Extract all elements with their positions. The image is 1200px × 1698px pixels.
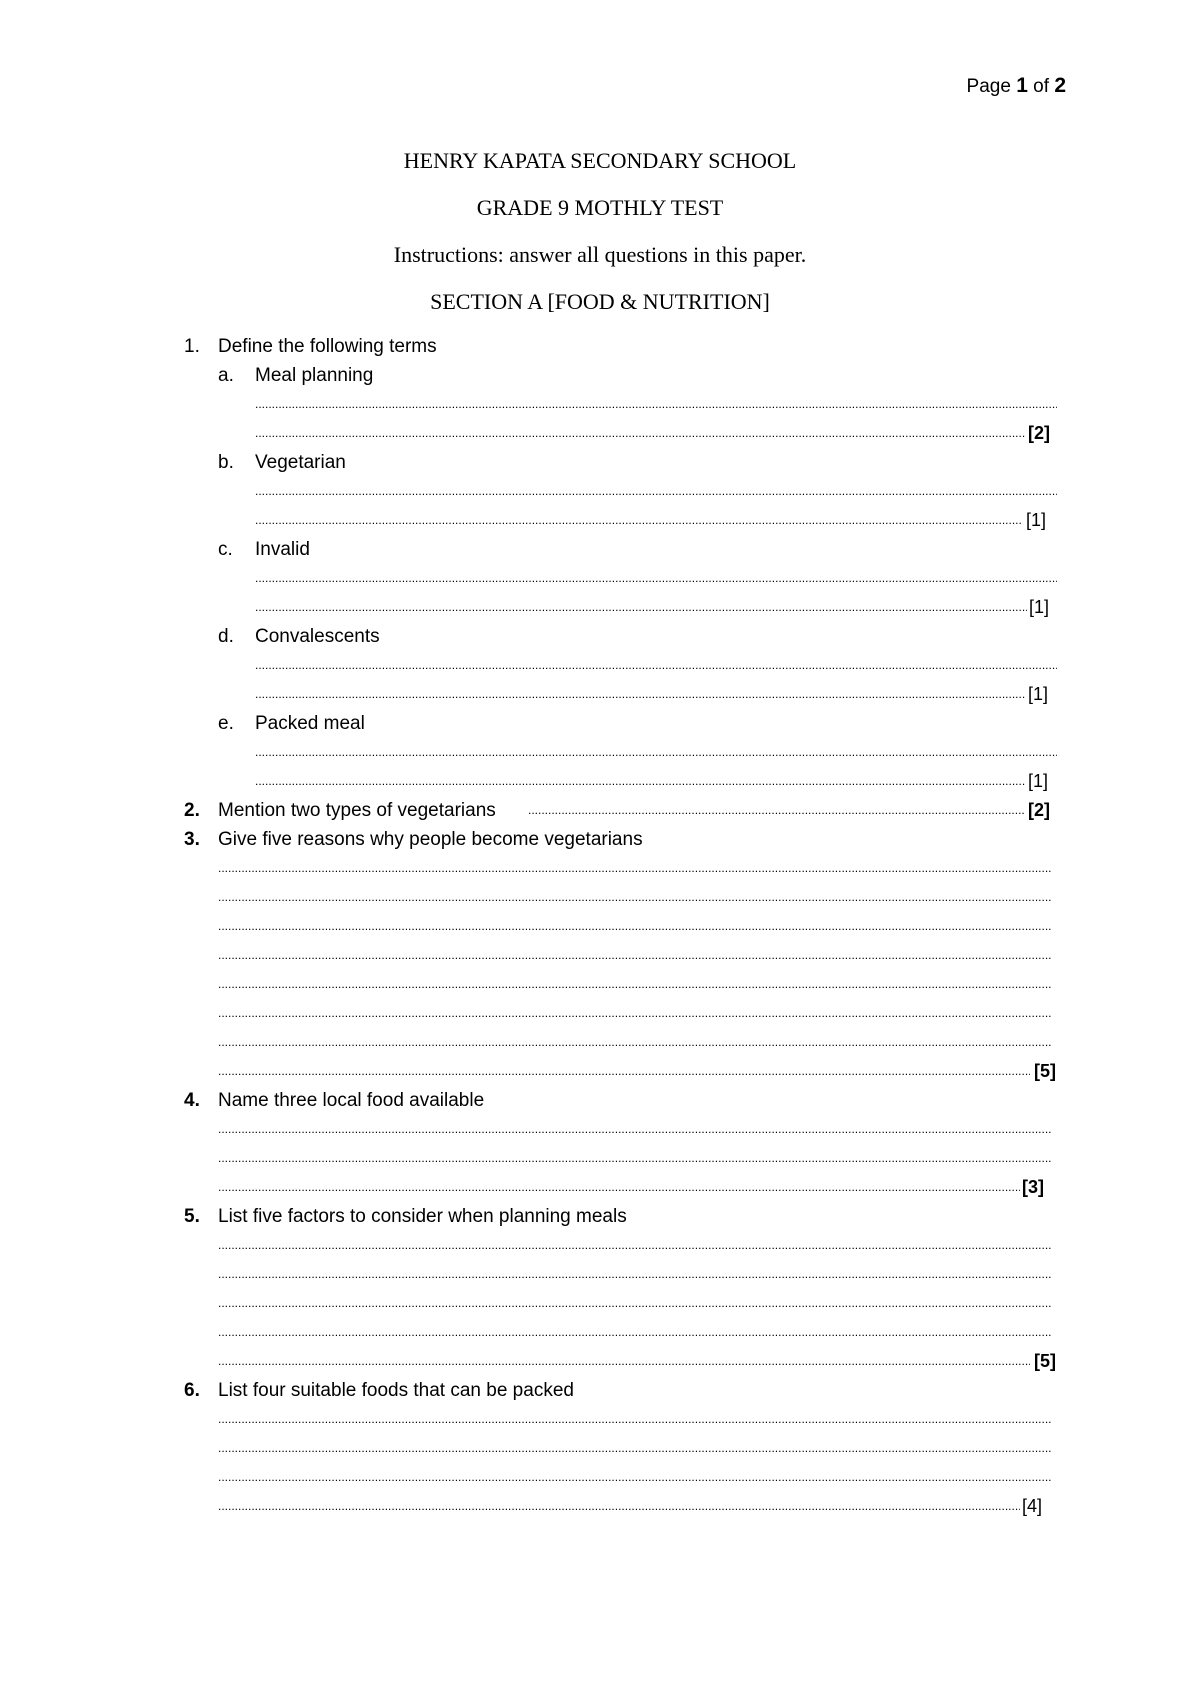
answer-line[interactable]	[0, 941, 1200, 970]
sub-question-e	[0, 709, 1200, 738]
answer-line[interactable]	[0, 1231, 1200, 1260]
answer-line[interactable]	[0, 883, 1200, 912]
question-1	[0, 332, 1200, 361]
question-text: Give five reasons why people become vegetarians	[218, 829, 643, 850]
sub-question-a	[0, 361, 1200, 390]
question-number: 3.	[184, 829, 200, 850]
answer-line[interactable]	[0, 651, 1200, 680]
mark: [5]	[1034, 1061, 1056, 1081]
answer-line[interactable]	[0, 1115, 1200, 1144]
mark: [1]	[1028, 684, 1049, 704]
answer-line[interactable]	[0, 1318, 1200, 1347]
answer-line[interactable]	[0, 738, 1200, 767]
sub-text: Meal planning	[255, 365, 374, 386]
answer-line[interactable]	[0, 1492, 1200, 1521]
page-total: 2	[1054, 74, 1066, 97]
question-text: List four suitable foods that can be packed	[218, 1380, 574, 1401]
mark: [2]	[1028, 800, 1050, 820]
mark: [5]	[1034, 1351, 1056, 1371]
answer-line[interactable]	[0, 419, 1200, 448]
question-number: 5.	[184, 1206, 200, 1227]
answer-line[interactable]	[0, 1028, 1200, 1057]
sub-text: Vegetarian	[255, 452, 346, 473]
answer-line[interactable]	[528, 796, 1025, 825]
question-number: 6.	[184, 1380, 200, 1401]
mark: [1]	[1028, 771, 1049, 791]
answer-line[interactable]	[0, 564, 1200, 593]
question-number: 1.	[184, 336, 200, 357]
sub-letter: c.	[218, 539, 233, 560]
school-name: HENRY KAPATA SECONDARY SCHOOL	[403, 148, 797, 173]
question-text: Mention two types of vegetarians	[218, 800, 496, 821]
sub-letter: a.	[218, 365, 234, 386]
question-text: List five factors to consider when planning meals	[218, 1206, 627, 1227]
question-number: 2.	[184, 800, 200, 821]
question-2	[0, 796, 1200, 825]
mark: [4]	[1022, 1496, 1043, 1516]
page-current: 1	[1016, 74, 1028, 97]
test-title: GRADE 9 MOTHLY TEST	[476, 195, 724, 220]
mark: [1]	[1026, 510, 1047, 530]
mark: [3]	[1022, 1177, 1044, 1197]
answer-line[interactable]	[0, 506, 1200, 535]
answer-line[interactable]	[0, 1434, 1200, 1463]
answer-line[interactable]	[0, 1173, 1200, 1202]
sub-text: Convalescents	[255, 626, 380, 647]
question-text: Define the following terms	[218, 336, 437, 357]
answer-line[interactable]	[0, 1260, 1200, 1289]
sub-question-b	[0, 448, 1200, 477]
sub-text: Invalid	[255, 539, 310, 560]
answer-line[interactable]	[0, 593, 1200, 622]
question-4	[0, 1086, 1200, 1115]
question-3	[0, 825, 1200, 854]
sub-question-d	[0, 622, 1200, 651]
answer-line[interactable]	[0, 1347, 1200, 1376]
question-5	[0, 1202, 1200, 1231]
sub-letter: e.	[218, 713, 234, 734]
sub-letter: b.	[218, 452, 234, 473]
sub-text: Packed meal	[255, 713, 365, 734]
mark: [2]	[1028, 423, 1050, 443]
answer-line[interactable]	[0, 912, 1200, 941]
mark: [1]	[1029, 597, 1050, 617]
answer-line[interactable]	[0, 1405, 1200, 1434]
sub-letter: d.	[218, 626, 234, 647]
instructions: Instructions: answer all questions in this paper.	[393, 242, 807, 267]
page-of: of	[1033, 76, 1050, 97]
question-number: 4.	[184, 1090, 200, 1111]
answer-line[interactable]	[0, 1057, 1200, 1086]
answer-line[interactable]	[0, 680, 1200, 709]
answer-line[interactable]	[0, 854, 1200, 883]
answer-line[interactable]	[0, 970, 1200, 999]
answer-line[interactable]	[0, 390, 1200, 419]
question-list	[0, 332, 1200, 1521]
answer-line[interactable]	[0, 999, 1200, 1028]
sub-question-c	[0, 535, 1200, 564]
page-number	[967, 74, 1066, 98]
page-prefix: Page	[966, 76, 1011, 97]
question-text: Name three local food available	[218, 1090, 485, 1111]
answer-line[interactable]	[0, 1463, 1200, 1492]
answer-line[interactable]	[0, 1144, 1200, 1173]
answer-line[interactable]	[0, 477, 1200, 506]
section-heading: SECTION A [FOOD & NUTRITION]	[430, 289, 770, 314]
answer-line[interactable]	[0, 1289, 1200, 1318]
question-6	[0, 1376, 1200, 1405]
answer-line[interactable]	[0, 767, 1200, 796]
